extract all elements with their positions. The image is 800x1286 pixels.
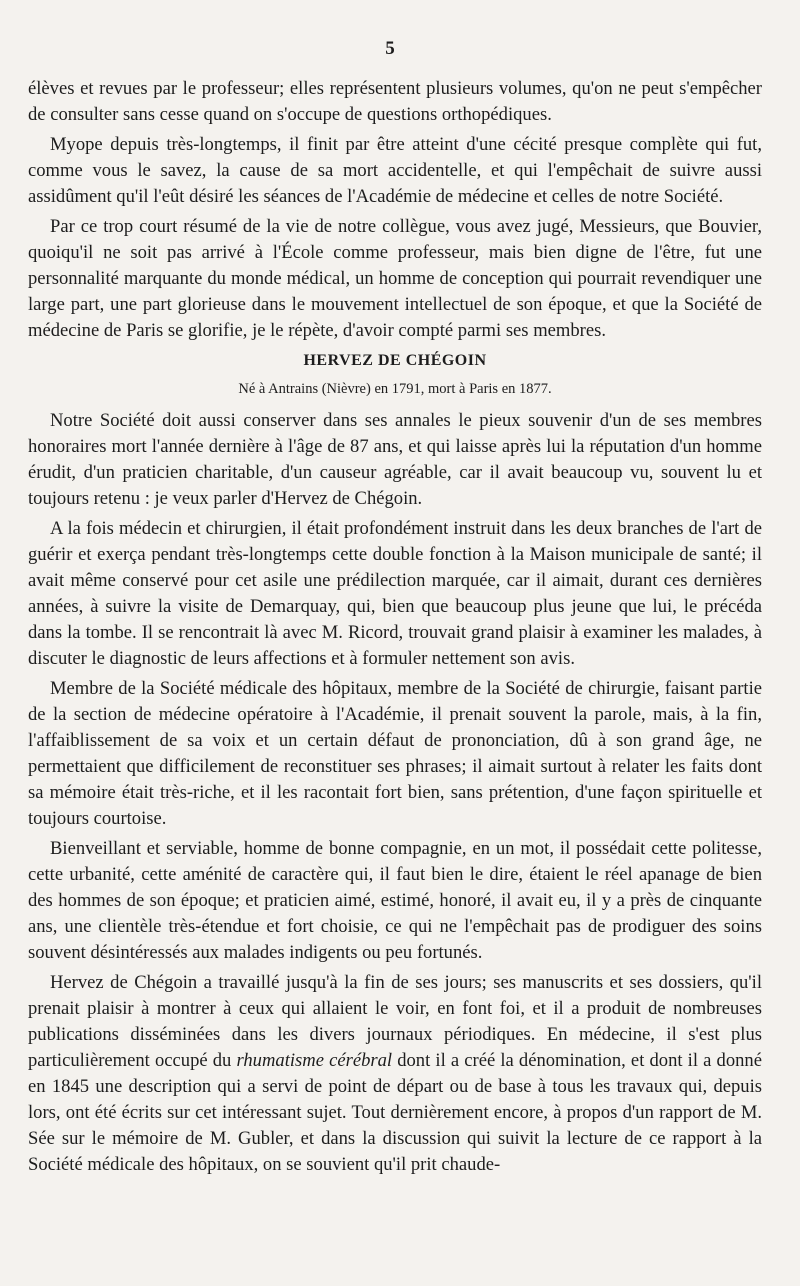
page-number: 5	[385, 38, 395, 59]
paragraph: Myope depuis très-longtemps, il finit par être atteint d'une cécité presque complète qui fut, comme vous le savez, la cause de sa mort accidentelle, et qui l'empêchait de suivre aussi assidûment qu'il l'eût désiré les séances de l'Académie de médecine et celles de notre Société.	[28, 134, 762, 207]
section-subtitle: Né à Antrains (Nièvre) en 1791, mort à Paris en 1877.	[238, 381, 552, 397]
italic-term: rhumatisme cérébral	[236, 1050, 393, 1071]
paragraph: Par ce trop court résumé de la vie de notre collègue, vous avez jugé, Messieurs, que Bouvier, quoiqu'il ne soit pas arrivé à l'École comme professeur, mais bien digne de l'être, fut une personnalité marquante du monde médical, un homme de conception qui pourrait revendiquer une large part, une part glorieuse dans le mouvement intellectuel de son époque, et que la Société de médecine de Paris se glorifie, je le répète, d'avoir compté parmi ses membres.	[28, 216, 762, 341]
paragraph-text: Hervez de Chégoin a travaillé jusqu'à la fin de ses jours; ses manuscrits et ses dossiers, qu'il prenait plaisir à montrer à ceux qui allaient le voir, en font foi, et il a produit de nombreuses publications disséminées dans les divers journaux périodiques. En médecine, il s'est plus particulièrement occupé du	[28, 972, 762, 1071]
paragraph: Membre de la Société médicale des hôpitaux, membre de la Société de chirurgie, faisant partie de la section de médecine opératoire à l'Académie, il prenait souvent la parole, mais, à la fin, l'affaiblissement de sa voix et un certain défaut de prononciation, dû à son grand âge, ne permettaient que difficilement de reconstituer ses phrases; il aimait surtout à relater les faits dont sa mémoire était très-riche, et il les racontait fort bien, sans prétention, d'une façon spirituelle et toujours courtoise.	[28, 678, 762, 829]
body-text	[28, 76, 762, 1182]
section-title: HERVEZ DE CHÉGOIN	[303, 352, 487, 369]
paragraph: Bienveillant et serviable, homme de bonne compagnie, en un mot, il possédait cette politesse, cette urbanité, cette aménité de caractère qui, il faut bien le dire, étaient le réel apanage de bien des hommes de son époque; et praticien aimé, estimé, honoré, il avait eu, il y a près de cinquante ans, une clientèle très-étendue et fort choisie, ce qui ne l'empêchait pas de prodiguer des soins souvent désintéressés aux malades indigents ou peu fortunés.	[28, 838, 762, 963]
paragraph-continued: élèves et revues par le professeur; elles représentent plusieurs volumes, qu'on ne peut s'empêcher de consulter sans cesse quand on s'occupe de questions orthopédiques.	[28, 78, 762, 125]
paragraph-text: dont il a créé la dénomination, et dont il a donné en 1845 une description qui a servi de point de départ ou de base à tous les travaux qui, depuis lors, ont été écrits sur cet intéressant sujet. Tout dernièrement encore, à propos d'un rapport de M. Sée sur le mémoire de M. Gubler, et dans la discussion qui suivit la lecture de ce rapport à la Société médicale des hôpitaux, on se souvient qu'il prit chaude-	[28, 1050, 762, 1175]
paragraph: A la fois médecin et chirurgien, il était profondément instruit dans les deux branches de l'art de guérir et exerça pendant très-longtemps cette double fonction à la Maison municipale de santé; il avait même conservé pour cet asile une prédilection marquée, car il aimait, durant ces dernières années, à suivre la visite de Demarquay, qui, bien que beaucoup plus jeune que lui, le précéda dans la tombe. Il se rencontrait là avec M. Ricord, trouvait grand plaisir à examiner les malades, à discuter le diagnostic de leurs affections et à formuler nettement son avis.	[28, 518, 762, 669]
paragraph: Notre Société doit aussi conserver dans ses annales le pieux souvenir d'un de ses membres honoraires mort l'année dernière à l'âge de 87 ans, et qui laisse après lui la réputation d'un homme érudit, d'un praticien charitable, d'un causeur agréable, car il avait beaucoup vu, souvent lu et toujours retenu : je veux parler d'Hervez de Chégoin.	[28, 410, 762, 509]
paragraph-last	[28, 970, 762, 1178]
